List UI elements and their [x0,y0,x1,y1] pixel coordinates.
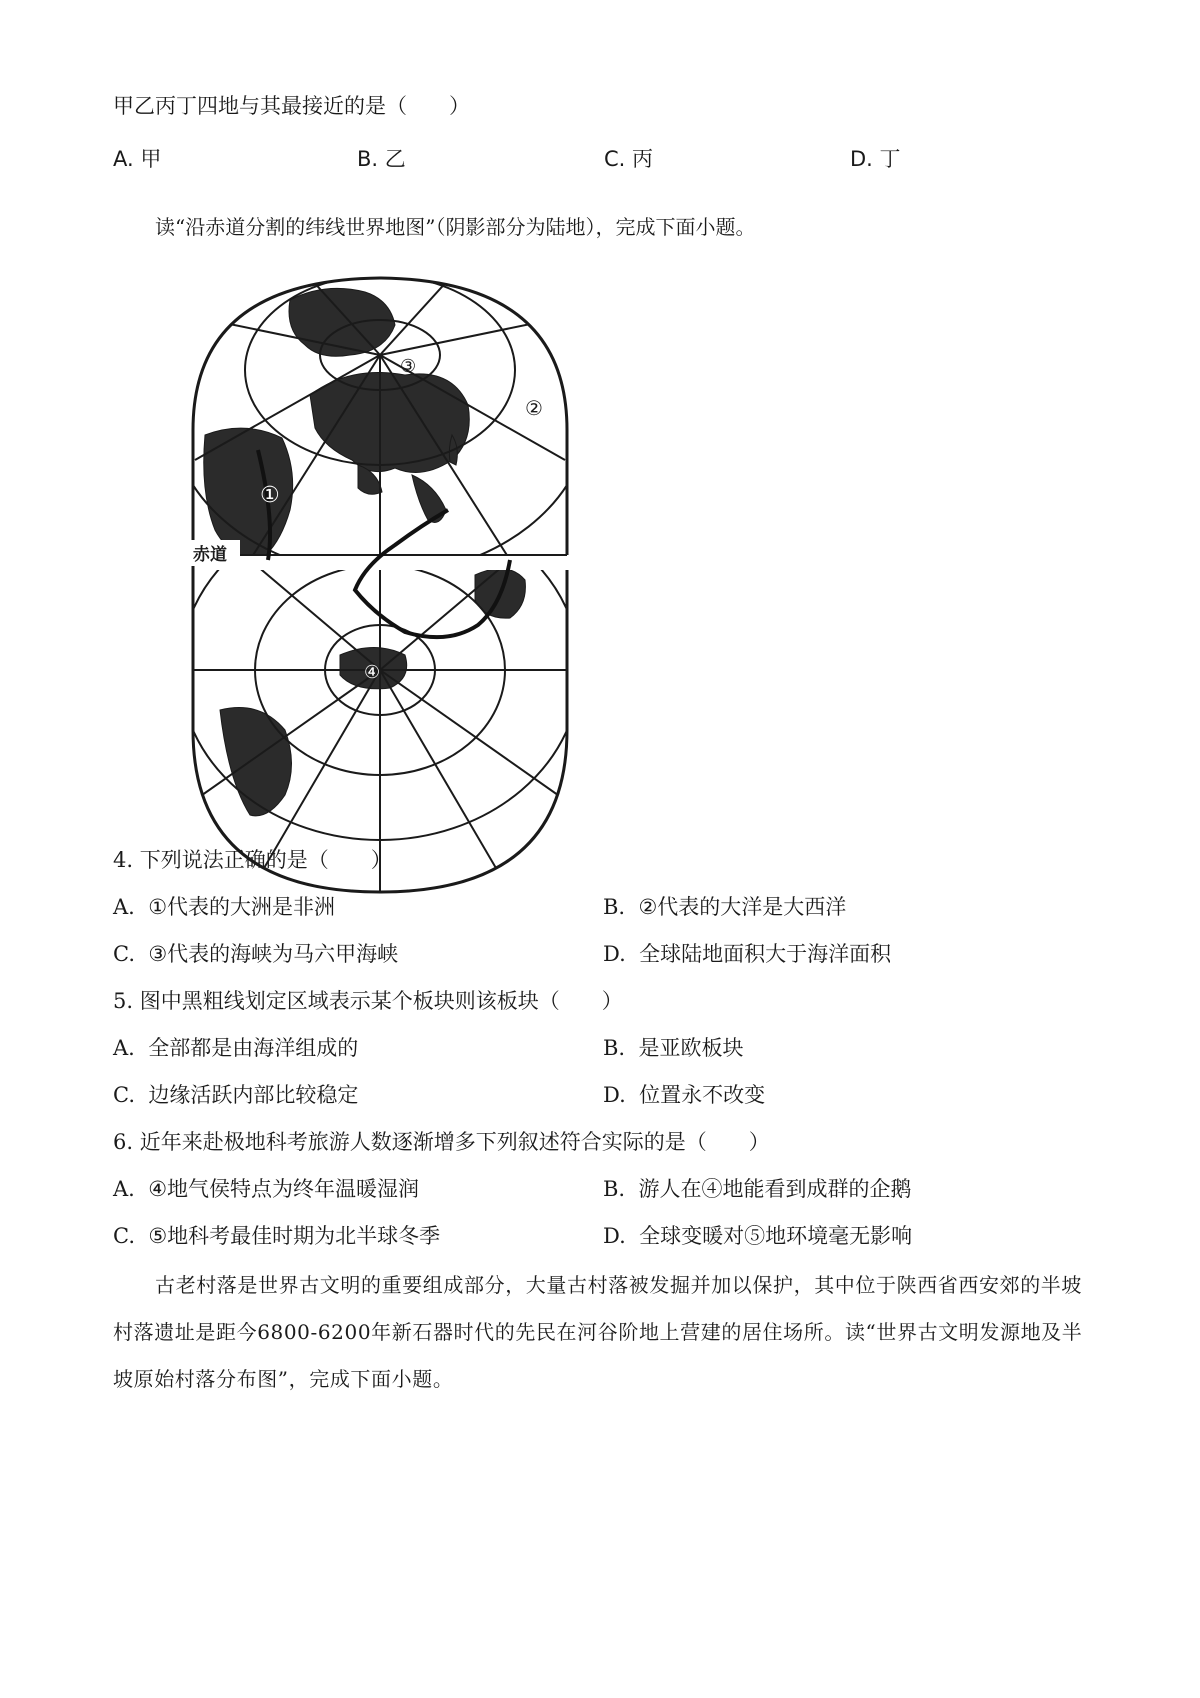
option-text: ④地气侯特点为终年温暖湿润 [148,1177,420,1201]
q4-option-a [113,893,335,921]
passage-paragraph [113,1262,1093,1403]
option-text: 位置永不改变 [639,1083,766,1107]
option-prev-c [604,145,653,173]
q4-option-c [113,940,398,968]
option-key: D. [850,147,873,171]
marker-3: ③ [400,356,417,377]
option-key: B. [603,1177,626,1201]
q5-option-a [113,1034,358,1062]
option-text: 全部都是由海洋组成的 [148,1036,359,1060]
option-text: 乙 [384,147,406,171]
q5-option-c [113,1081,358,1109]
option-key: C. [113,942,135,966]
option-prev-b [357,145,406,173]
meridian-line [380,670,565,800]
option-key: D. [603,1224,626,1248]
option-text: 丙 [632,147,654,171]
marker-1: ① [260,483,280,508]
question-4-stem: 4. 下列说法正确的是（ ） [113,848,392,872]
q4-option-d [603,940,891,968]
q6-option-d [603,1222,912,1250]
option-key: C. [113,1083,135,1107]
option-key: A. [113,895,135,919]
northern-hemisphere [190,260,570,575]
meridian-line [380,320,550,355]
question-6-stem: 6. 近年来赴极地科考旅游人数逐渐增多下列叙述符合实际的是（ ） [113,1130,770,1154]
option-text: ⑤地科考最佳时期为北半球冬季 [148,1224,441,1248]
option-key: A. [113,1177,135,1201]
option-text: ③代表的海峡为马六甲海峡 [148,942,399,966]
option-prev-a [113,145,161,173]
option-text: 全球陆地面积大于海洋面积 [639,942,892,966]
option-key: A. [113,147,134,171]
q5-option-d [603,1081,765,1109]
option-key: A. [113,1036,135,1060]
option-prev-d [850,145,901,173]
option-key: B. [603,1036,626,1060]
q5-option-b [603,1034,743,1062]
option-text: 边缘活跃内部比较稳定 [148,1083,359,1107]
q4-option-b [603,893,846,921]
map-intro: 读“沿赤道分割的纬线世界地图”（阴影部分为陆地），完成下面小题。 [155,215,756,239]
option-key: D. [603,1083,626,1107]
option-text: ①代表的大洲是非洲 [148,895,336,919]
option-key: C. [604,147,626,171]
q6-option-a [113,1175,419,1203]
option-key: B. [357,147,379,171]
option-key: C. [113,1224,135,1248]
option-text: 是亚欧板块 [638,1036,744,1060]
q6-option-b [603,1175,911,1203]
option-text: 游人在④地能看到成群的企鹅 [638,1177,912,1201]
equator-label: 赤道 [193,545,227,565]
meridian-line [380,670,510,892]
landmass-north-america [289,288,395,356]
marker-2: ② [525,396,543,420]
landmass-south-america [220,708,292,816]
option-text: 全球变暖对⑤地环境毫无影响 [639,1224,913,1248]
marker-4: ④ [364,662,381,683]
question-5-stem: 5. 图中黑粗线划定区域表示某个板块则该板块（ ） [113,989,623,1013]
option-text: ②代表的大洋是大西洋 [638,895,847,919]
option-key: B. [603,895,626,919]
option-text: 丁 [879,147,901,171]
question-stem-prev: 甲乙丙丁四地与其最接近的是（ ） [113,94,470,118]
q6-option-c [113,1222,440,1250]
option-key: D. [603,942,626,966]
option-text: 甲 [140,147,162,171]
plate-boundary-line [258,450,510,637]
passage-text: 古老村落是世界古文明的重要组成部分，大量古村落被发掘并加以保护，其中位于陕西省西安郊的半坡村落遗址是距今6800-6200年新石器时代的先民在河谷阶地上营建的居住场所。读“世界古文明发源地及半坡原始村落分布图”，完成下面小题。 [113,1273,1083,1391]
world-map-figure [190,260,570,910]
